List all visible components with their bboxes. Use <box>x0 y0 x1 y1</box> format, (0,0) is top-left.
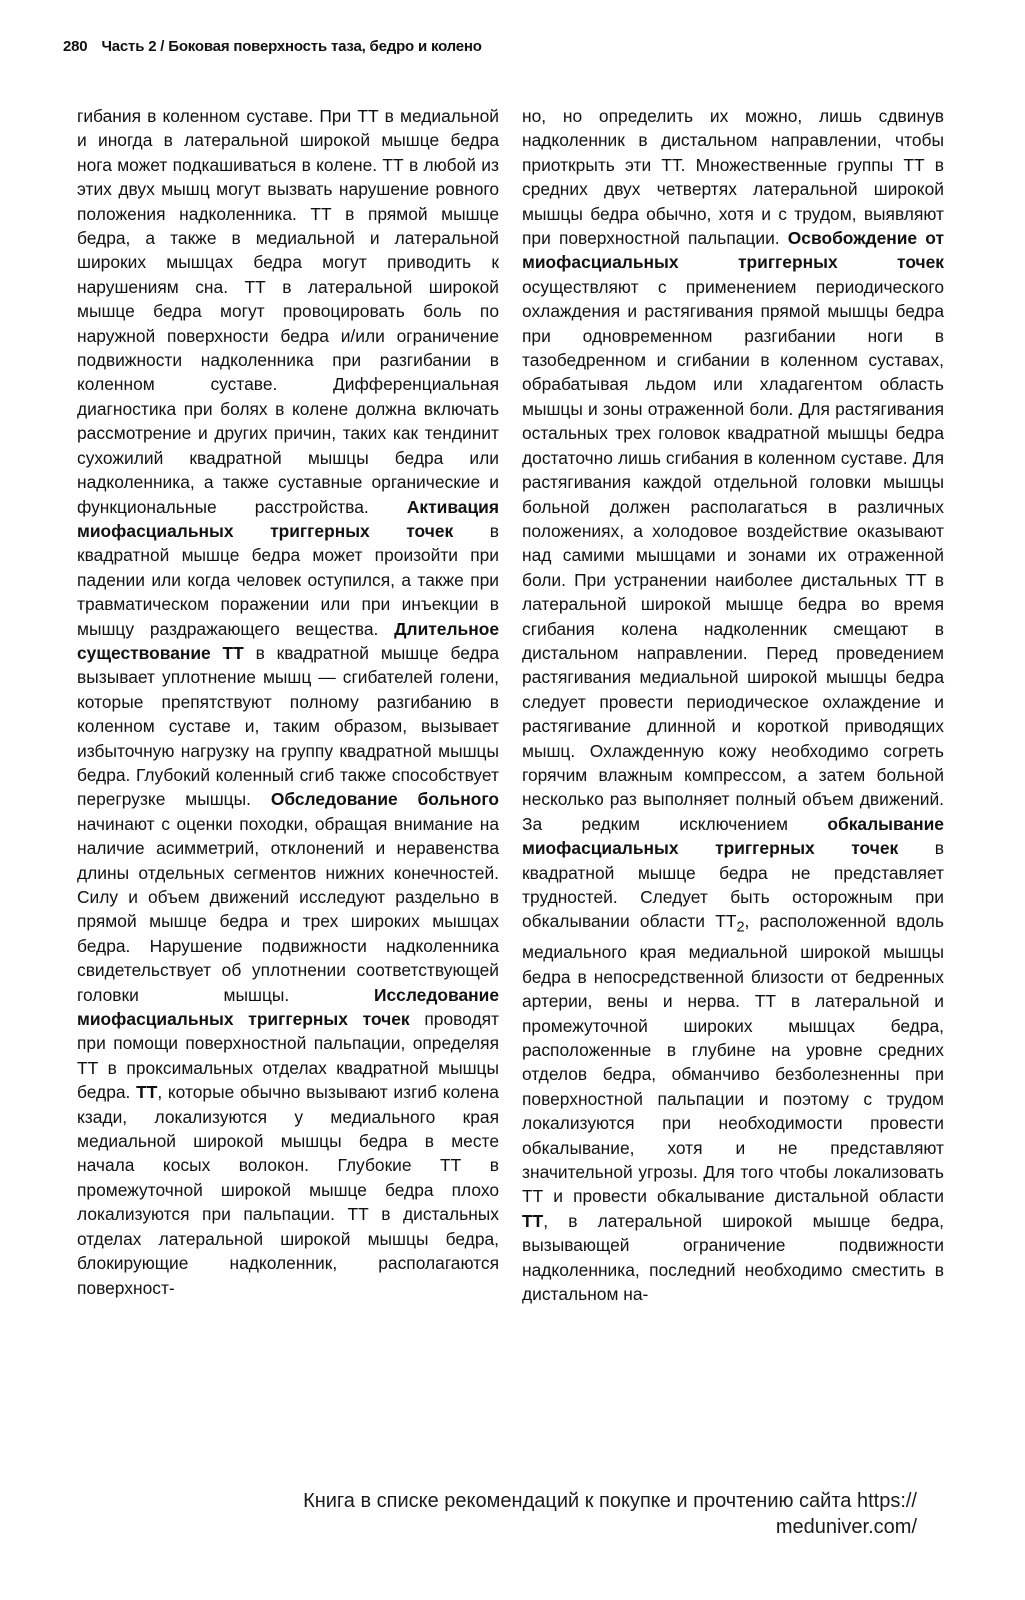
body-text: в квадратной мышце бедра вызывает уплотнение мышц — сгибателей голени, которые препятствуют полному разгибанию в коленном суставе и, таким образом, вызывает избыточную нагрузку на группу квадратной мышцы бедра. Глубокий коленный сгиб также способствует перегрузке мышцы. <box>77 642 500 810</box>
body-text: в квадратной мышце бедра не представляет трудностей. Следует быть осторожным при обкалывании области ТТ <box>522 838 944 932</box>
body-text: но, но определить их можно, лишь сдвинув надколенник в дистальном направлении, чтобы приоткрыть эти ТТ. Множественные группы ТТ в средних двух четвертях латеральной широкой мышцы бедра обычно, хотя и с трудом, выявляют при поверхностной пальпации. <box>522 106 944 249</box>
bold-term: Обследование больного <box>270 789 499 810</box>
footer-line-1: Книга в списке рекомендаций к покупке и прочтению сайта https:// <box>303 1490 917 1512</box>
bold-term: Освобождение от миофасциальных триггерных точек <box>522 228 944 273</box>
body-text: , в латеральной широкой мышце бедра, вызывающей ограничение подвижности надколенника, последний необходимо сместить в дистальном на- <box>522 1210 944 1304</box>
bold-term: Длительное существование ТТ <box>77 618 499 663</box>
left-paragraph <box>77 104 499 1300</box>
bold-term: ТТ <box>136 1082 158 1103</box>
bold-term: Исследование миофасциальных триггерных точек <box>77 984 499 1030</box>
watermark-footer <box>157 1488 917 1540</box>
chapter-title: Часть 2 / Боковая поверхность таза, бедро и колено <box>101 38 482 55</box>
body-text: проводят при помощи поверхностной пальпации, определяя ТТ в проксимальных отделах квадратной мышцы бедра. <box>77 1009 499 1103</box>
right-paragraph <box>522 104 944 1306</box>
bold-term: ТТ <box>522 1210 544 1231</box>
subscript: 2 <box>736 919 745 936</box>
bold-term: обкалывание миофасциальных триггерных точек <box>522 813 944 859</box>
body-text: , которые обычно вызывают изгиб колена кзади, локализуются у медиального края медиальной широкой мышцы бедра в месте начала косых волокон. Глубокие ТТ в промежуточной широкой мышце бедра плохо локализуются при пальпации. ТТ в дистальных отделах латеральной широкой мышцы бедра, блокирующие надколенник, располагаются поверхност- <box>77 1082 499 1298</box>
body-text: начинают с оценки походки, обращая внимание на наличие асимметрий, отклонений и неравенства длины отдельных сегментов нижних конечностей. Силу и объем движений исследуют раздельно в прямой мышце бедра и трех широких мышцах бедра. Нарушение подвижности надколенника свидетельствует об уплотнении соответствующей головки мышцы. <box>77 813 499 1005</box>
right-column <box>522 104 944 1306</box>
body-text: , расположенной вдоль медиального края медиальной широкой мышцы бедра в непосредственной близости от бедренных артерии, вены и нерва. ТТ в латеральной и промежуточной широких мышцах бедра, расположенные в глубине на уровне средних отделов бедра, обманчиво безболезненны при поверхностной пальпации и поэтому с трудом локализуются при необходимости провести обкалывание, хотя и не представляют значительной угрозы. Для того чтобы локализовать ТТ и провести обкалывание дистальной области <box>522 911 944 1207</box>
page-number: 280 <box>63 38 88 55</box>
bold-term: Активация миофасциальных триггерных точек <box>77 496 499 541</box>
body-text: осуществляют с применением периодического охлаждения и растягивания прямой мышцы бедра при одновременном разгибании ноги в тазобедренном и сгибании в коленном суставах, обрабатывая льдом или хладагентом область мышцы и зоны отраженной боли. Для растягивания остальных трех головок квадратной мышцы бедра достаточно лишь сгибания в коленном суставе. Для растягивания каждой отдельной головки мышцы больной должен располагаться в различных положениях, а холодовое воздействие оказывают над самими мышцами и зонами их отраженной боли. При устранении наиболее дистальных ТТ в латеральной широкой мышце бедра во время сгибания колена надколенник смещают в дистальном направлении. Перед проведением растягивания медиальной широкой мышцы бедра следует провести периодическое охлаждение и растягивание длинной и короткой приводящих мышц. Охлажденную кожу необходимо согреть горячим влажным компрессом, а затем больной несколько раз выполняет полный объем движений. За редким исключением <box>522 276 944 834</box>
body-text: гибания в коленном суставе. При ТТ в медиальной и иногда в латеральной широкой мышце бедра нога может подкашиваться в колене. ТТ в любой из этих двух мышц могут вызвать нарушение ровного положения надколенника. ТТ в прямой мышце бедра, а также в медиальной и латеральной широких мышцах бедра могут приводить к нарушениям сна. ТТ в латеральной широкой мышце бедра могут провоцировать боль по наружной поверхности бедра и/или ограничение подвижности надколенника при разгибании в коленном суставе. Дифференциальная диагностика при болях в колене должна включать рассмотрение и других причин, таких как тендинит сухожилий квадратной мышцы бедра или надколенника, а также суставные органические и функциональные расстройства. <box>77 106 499 517</box>
body-text: в квадратной мышце бедра может произойти при падении или когда человек оступился, а также при травматическом поражении или при инъекции в мышцу раздражающего вещества. <box>77 520 499 639</box>
footer-line-2: meduniver.com/ <box>775 1516 917 1538</box>
running-header <box>63 38 943 55</box>
left-column <box>77 104 499 1300</box>
